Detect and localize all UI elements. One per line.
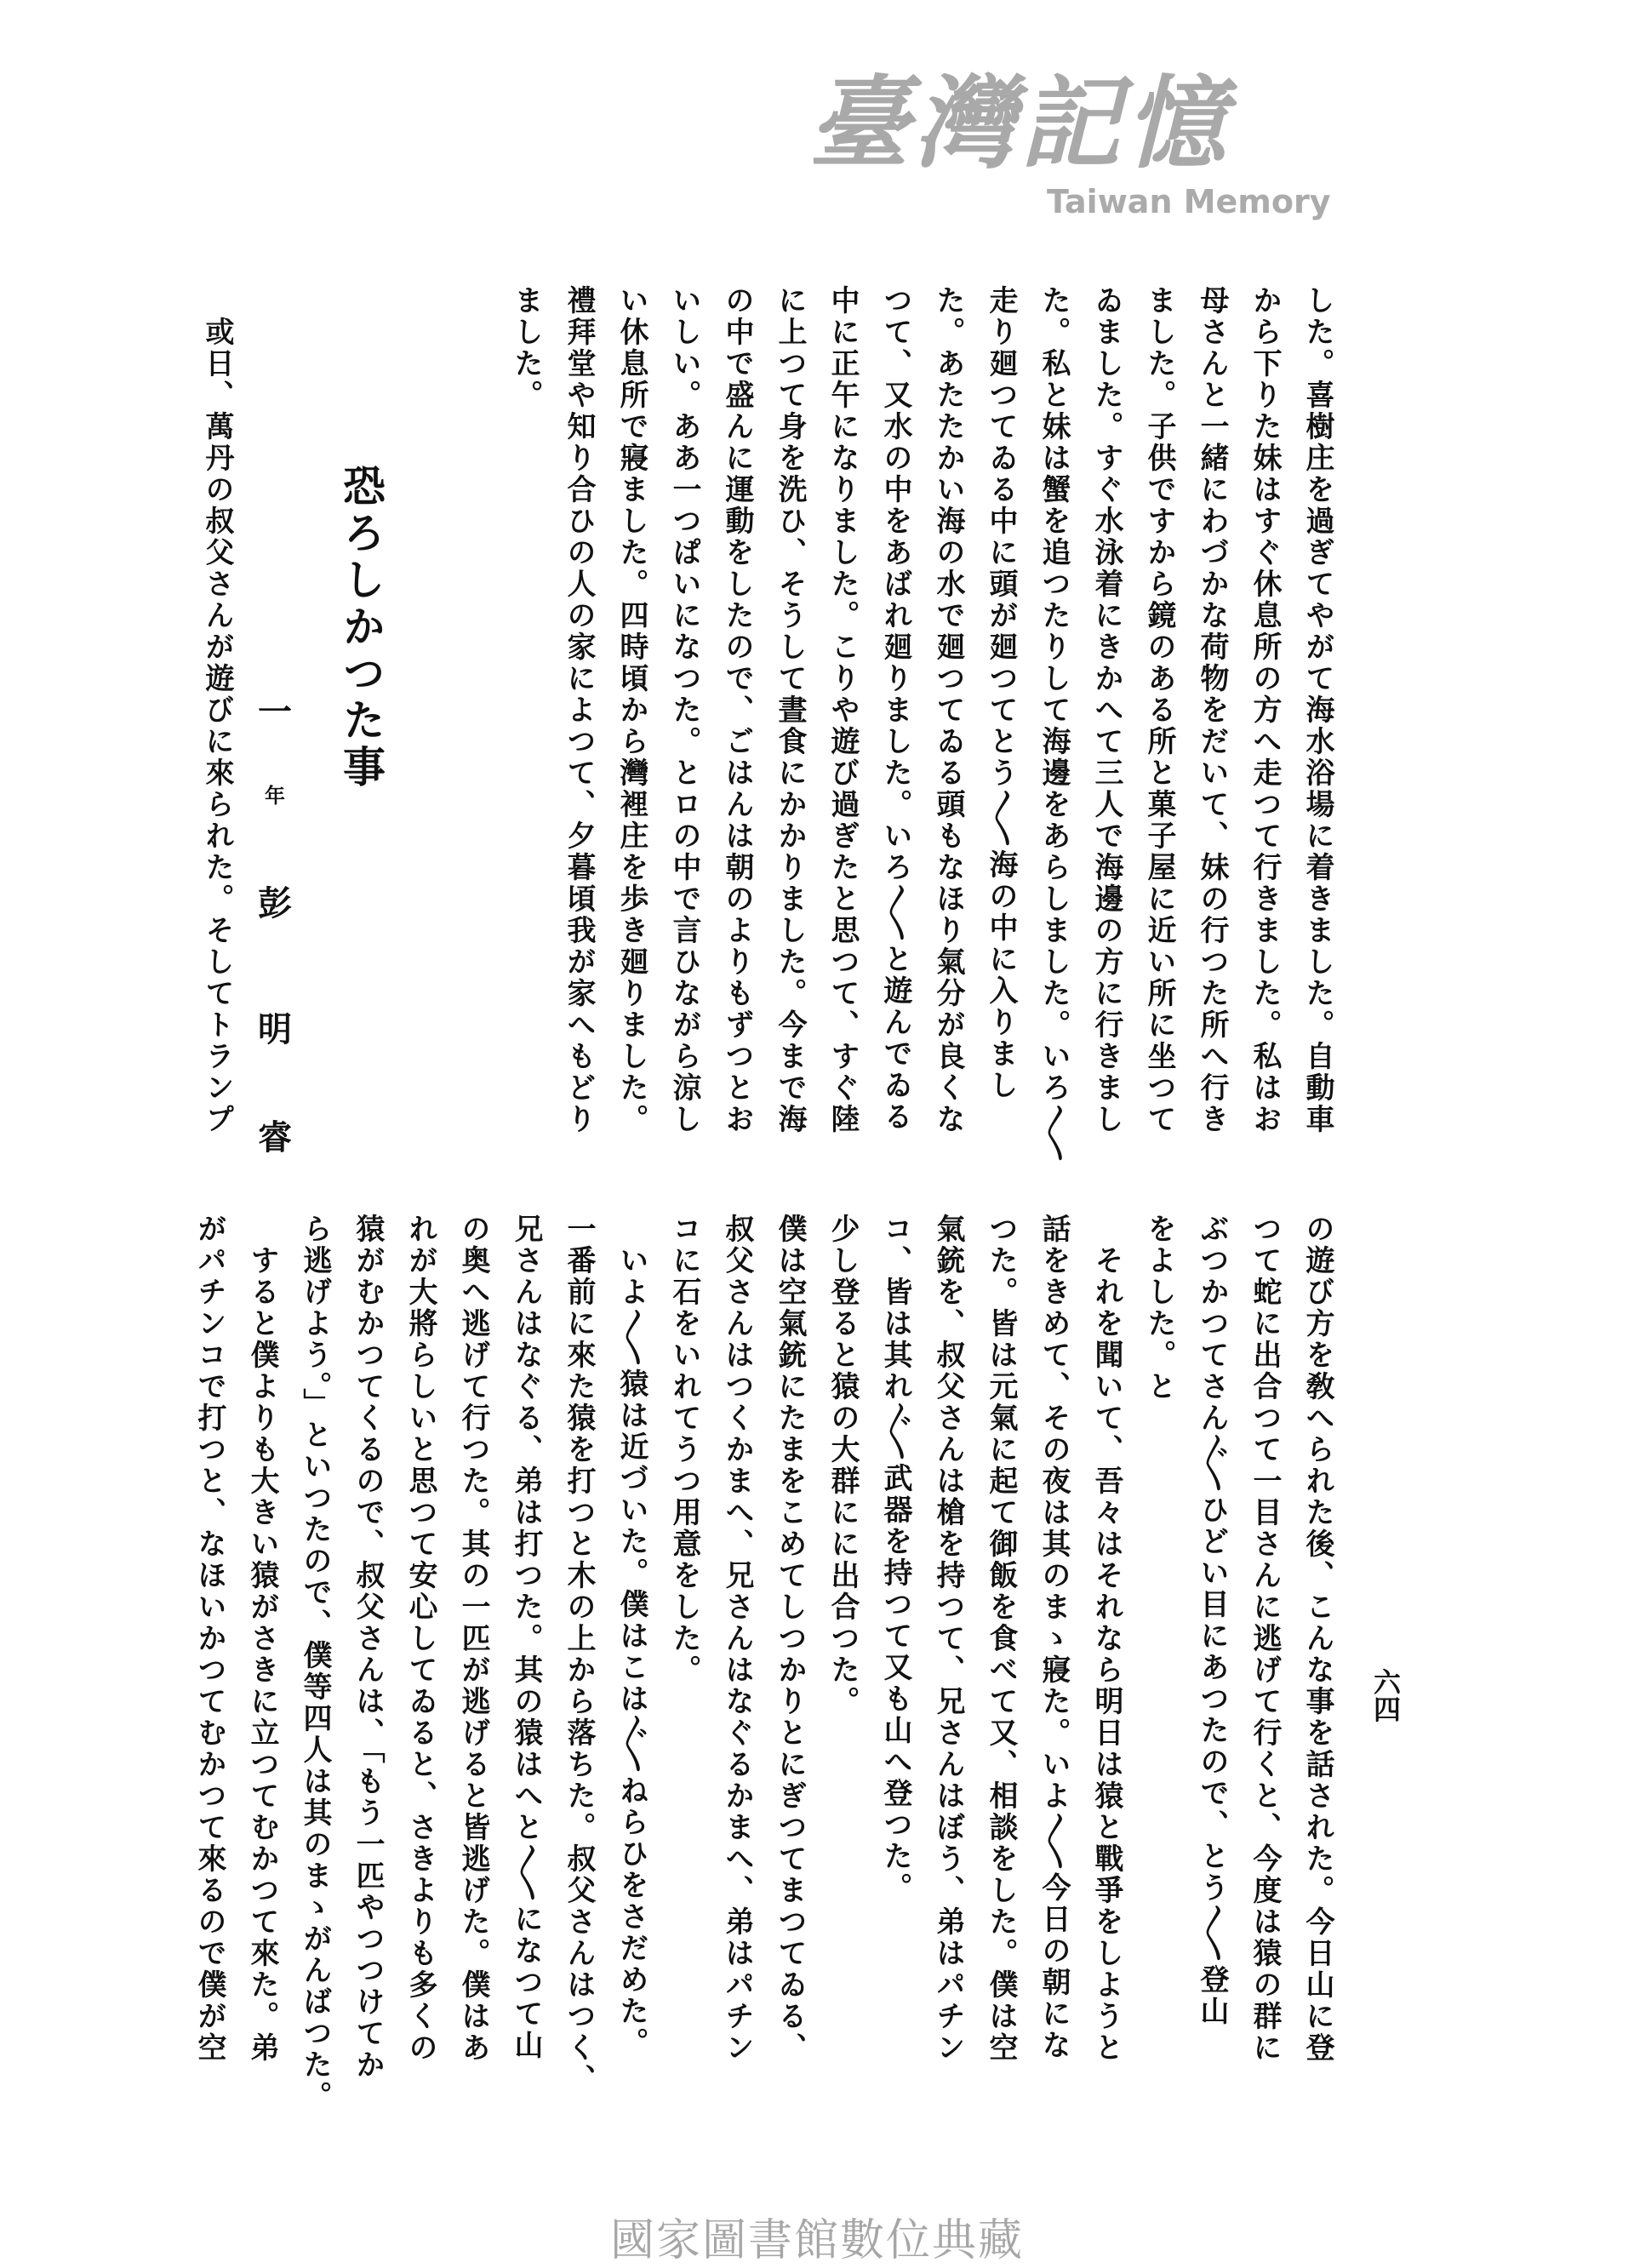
author-grade-unit: 年 xyxy=(265,783,285,808)
article2-body xyxy=(183,1214,1344,2112)
text-line: の奥へ逃げて行つた。其の一匹が逃げると皆逃げた。僕はあ xyxy=(456,1214,490,2064)
text-line: 母さんと一緒にわづかな荷物をだいて、妹の行つた所へ行き xyxy=(1195,285,1229,1135)
footer-archive-label: 國家圖書館數位典藏 xyxy=(609,2215,1024,2266)
text-line: コ、皆は其れ〴〵武器を持つて又も山へ登つた。 xyxy=(878,1214,912,1904)
text-line: つて蛇に出合つて一目さんに逃げて行くと、今度は猿の群に xyxy=(1248,1214,1282,2064)
author-name-char: 明 xyxy=(258,1009,292,1049)
text-line: した。喜樹庄を過ぎてやがて海水浴場に着きました。自動車 xyxy=(1300,285,1334,1135)
text-line: の遊び方を敎へられた後、こんな事を話された。今日山に登 xyxy=(1300,1214,1334,2064)
text-line: をよした。と xyxy=(1142,1214,1176,1403)
text-line: いしい。ああ一つぱいになつた。とロの中で言ひながら涼し xyxy=(667,285,701,1135)
text-line: コに石をいれてうつ用意をした。 xyxy=(667,1214,701,1686)
text-line: 走り廻つてゐる中に頭が廻つてとう〳〵海の中に入りまし xyxy=(984,285,1018,1101)
text-line: 猿がむかつてくるので、叔父さんは、「もう一匹やつつけてか xyxy=(351,1214,385,2081)
text-line: に上つて身を洗ひ、そうして晝食にかかりました。今まで海 xyxy=(773,285,807,1135)
text-line: ゐました。すぐ水泳着にきかへて三人で海邊の方に行きまし xyxy=(1089,285,1123,1135)
text-line: 一番前に來た猿を打つと木の上から落ちた。叔父さんはつく、 xyxy=(562,1214,596,2095)
author-name-char: 彭 xyxy=(258,883,292,923)
text-line: つて、又水の中をあばれ廻りました。いろ〳〵と遊んでゐる xyxy=(878,285,912,1133)
text-line: つた。皆は元氣に起て御飯を食べて又、相談をした。僕は空 xyxy=(984,1214,1018,2064)
text-line: た。私と妹は蟹を追つたりして海邊をあらしました。いろ〳〵 xyxy=(1037,285,1071,1164)
text-line: すると僕よりも大きい猿がさきに立つてむかつて來た。弟 xyxy=(245,1245,279,2064)
text-line: 氣銃を、叔父さんは槍を持つて、兄さんはぼう、弟はパチン xyxy=(931,1214,965,2064)
text-line: れが大將らしいと思つて安心してゐると、さきよりも多くの xyxy=(403,1214,437,2064)
text-line: 叔父さんはつくかまへ、兄さんはなぐるかまへ、弟はパチン xyxy=(720,1214,754,2064)
text-line: 中に正午になりました。こりや遊び過ぎたと思つて、すぐ陸 xyxy=(826,285,860,1135)
author-name-char: 睿 xyxy=(258,1117,292,1157)
article2-first-line xyxy=(191,285,243,1170)
text-line: がパチンコで打つと、なほいかつてむかつて來るので僕が空 xyxy=(192,1214,226,2064)
text-line: 話をきめて、その夜は其のまゝ寢た。いよ〳〵今日の朝にな xyxy=(1037,1214,1071,2061)
text-line: 少し登ると猿の大群にに出合つた。 xyxy=(826,1214,860,1717)
article-title: 恐ろしかつた事 xyxy=(336,464,386,791)
text-line: それを聞いて、吾々はそれなら明日は猿と戰爭をしようと xyxy=(1089,1245,1123,2064)
watermark-en: Taiwan Memory xyxy=(1047,183,1331,220)
text-line: の中で盛んに運動をしたので、ごはんは朝のよりもずつとお xyxy=(720,285,754,1135)
text-line: ました。 xyxy=(509,285,543,411)
text-line: い休息所で寢ました。四時頃から灣裡庄を歩き廻りました。 xyxy=(614,285,648,1135)
page-number: 六四 xyxy=(1369,1668,1402,1722)
text-line: 或日、萬丹の叔父さんが遊びに來られた。そしてトランプ xyxy=(200,317,234,1135)
watermark-cjk: 臺灣記憶 xyxy=(808,64,1231,182)
article1-body xyxy=(500,285,1344,1164)
text-line: ぶつかつてさん〴〵ひどい目にあつたので、とう〳〵登山 xyxy=(1195,1214,1229,2027)
text-line: ました。子供ですから鏡のある所と菓子屋に近い所に坐つて xyxy=(1142,285,1176,1135)
watermark-logo xyxy=(808,64,1331,238)
text-line: 禮拜堂や知り合ひの人の家によつて、夕暮頃我が家へもどり xyxy=(562,285,596,1135)
text-line: いよ〳〵猿は近づいた。僕はこは〴〵ねらひをさだめた。 xyxy=(614,1245,648,2059)
text-line: た。あたたかい海の水で廻つてゐる頭もなほり氣分が良くな xyxy=(931,285,965,1135)
text-line: ら逃げよう。」といつたので、僕等四人は其のまゝがんばつた。 xyxy=(298,1214,332,2112)
text-line: から下りた妹はすぐ休息所の方へ走つて行きました。私はお xyxy=(1248,285,1282,1135)
author-grade-number: 一 xyxy=(258,692,292,732)
text-line: 僕は空氣銃にたまをこめてしつかりとにぎつてまつてゐる、 xyxy=(773,1214,807,2064)
text-line: 兄さんはなぐる、弟は打つた。其の猿はへと〳〵になつて山 xyxy=(509,1214,543,2061)
